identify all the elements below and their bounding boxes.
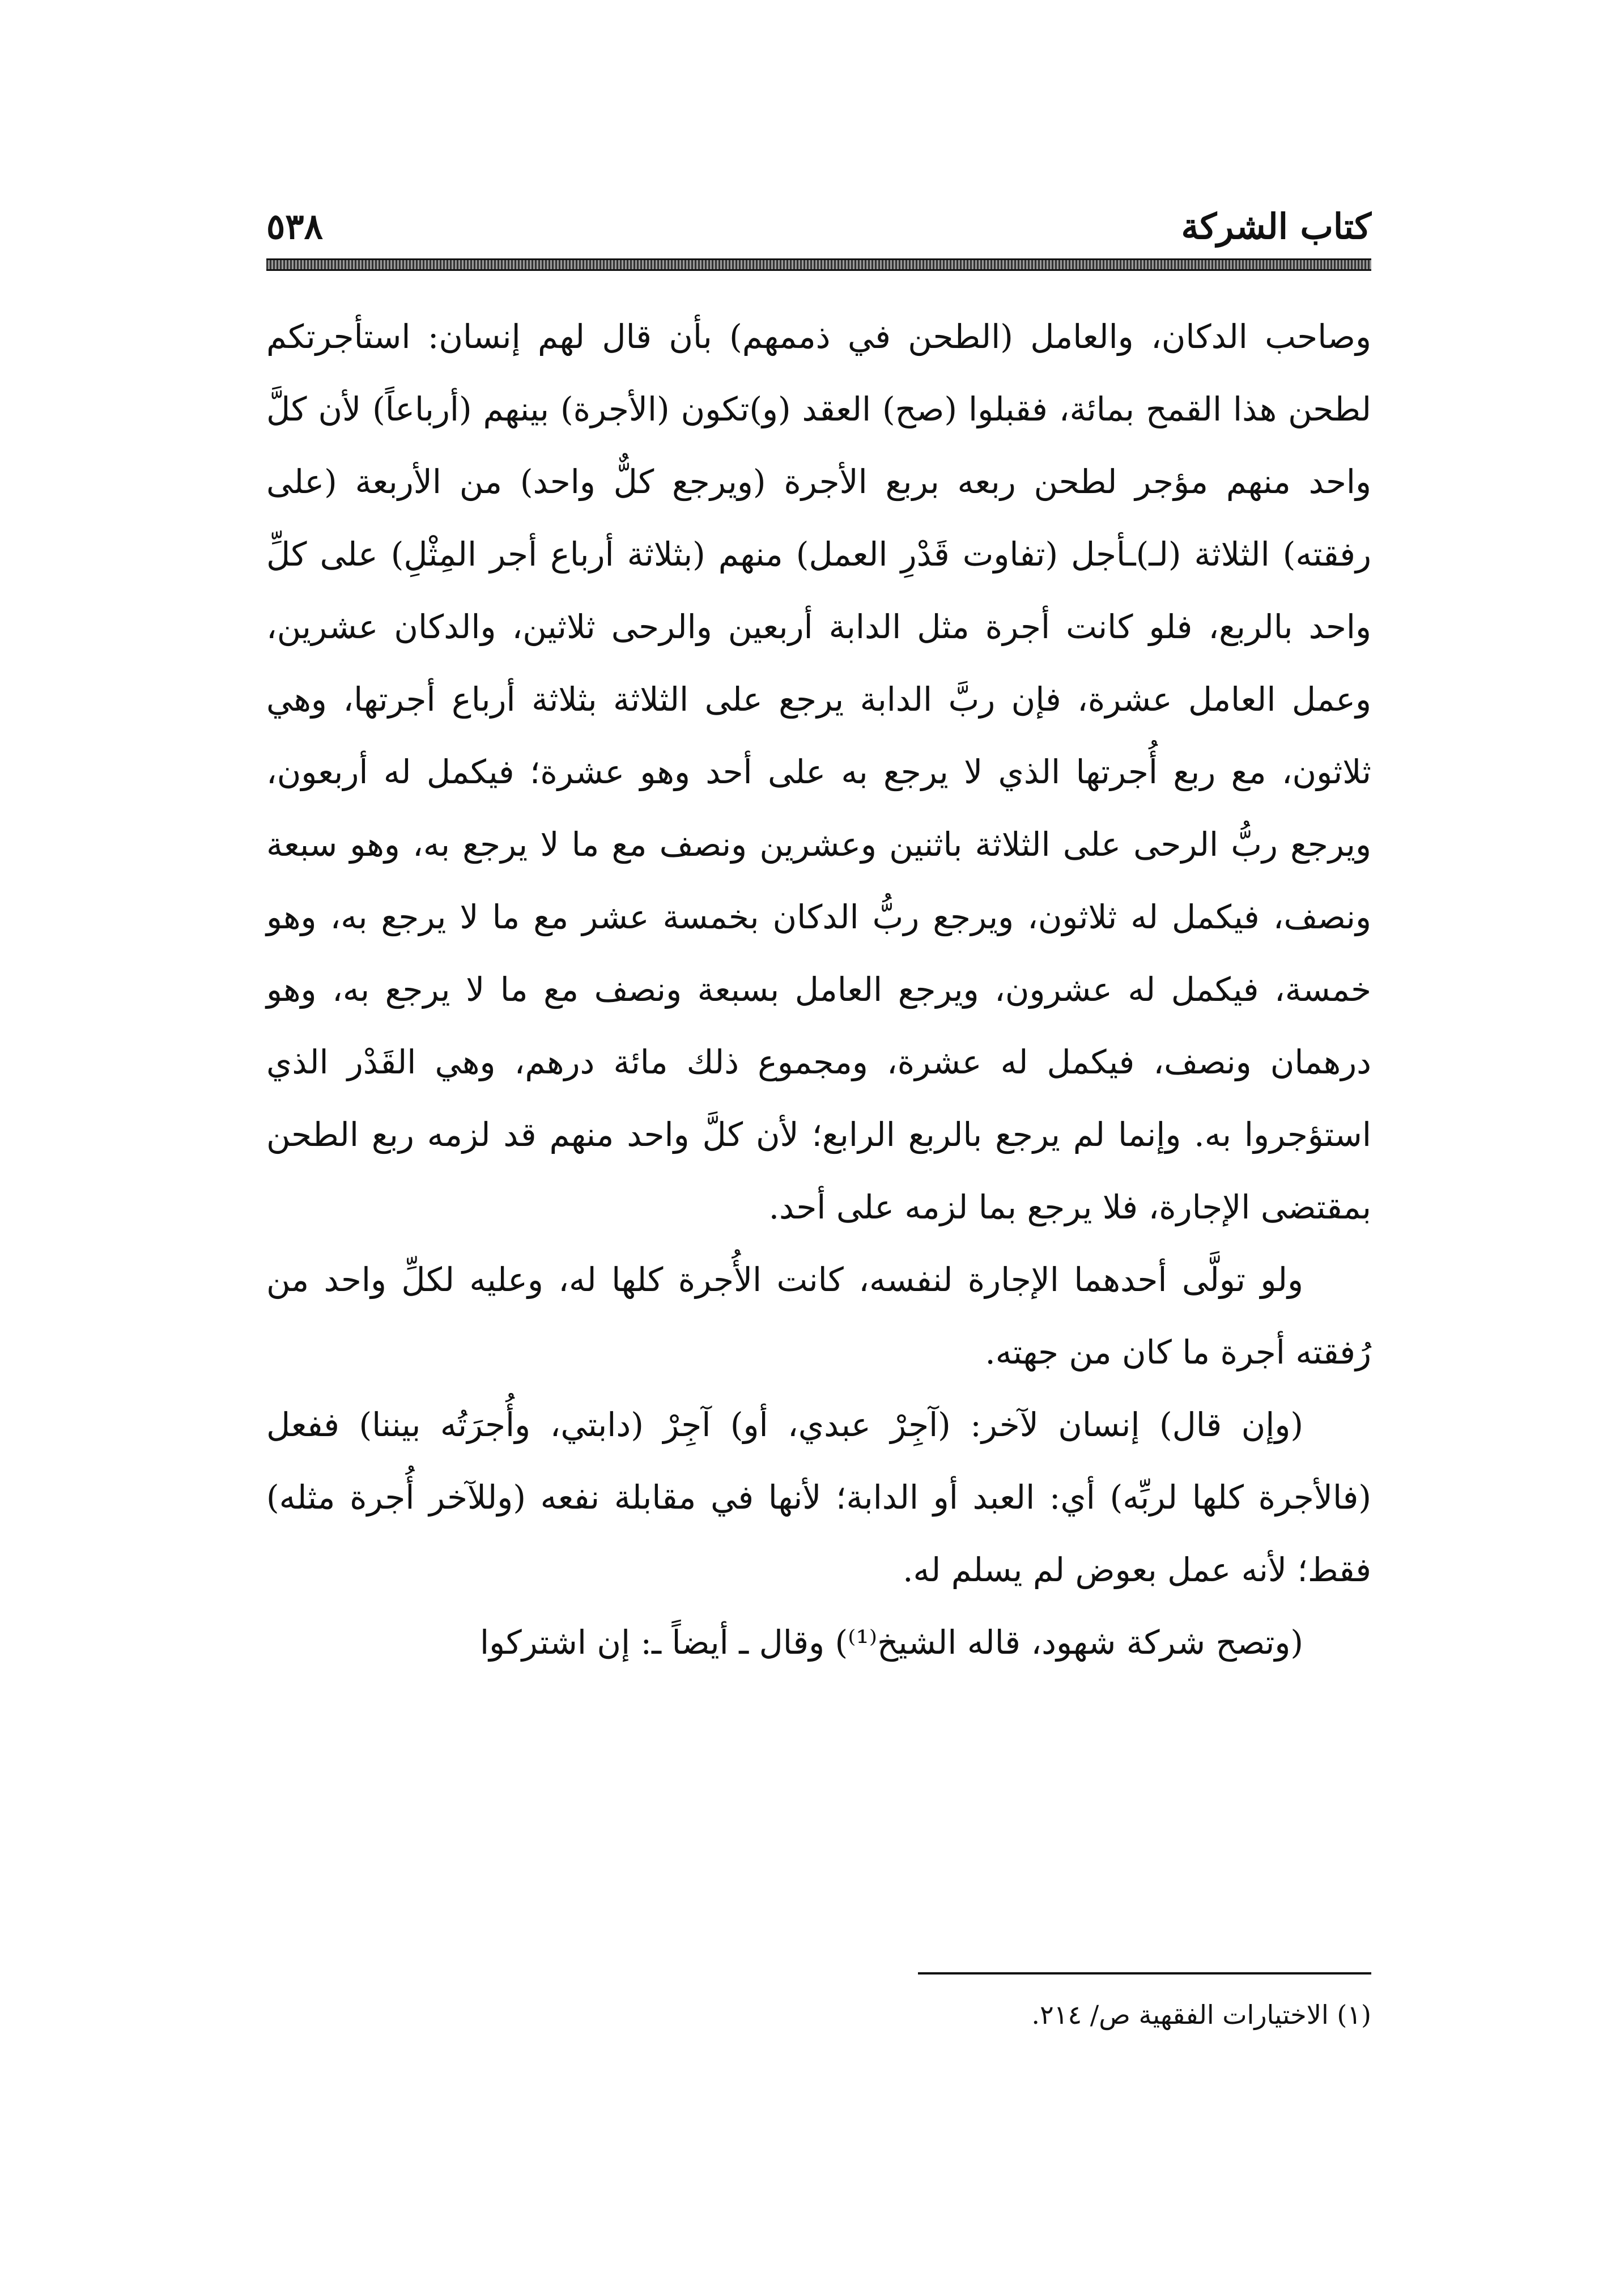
main-text (266, 300, 1371, 1679)
paragraph-3: (وإن قال) إنسان لآخر: (آجِرْ عبدي، أو) آجِرْ (دابتي، وأُجرَتُه بيننا) ففعل (فالأجرة كلها لربِّه) أي: العبد أو الدابة؛ لأنها في مقابلة نفعه (وللآخر أُجرة مثله) فقط؛ لأنه عمل بعوض لم يسلم له. (266, 1405, 1371, 1589)
chapter-title: كتاب الشركة (1181, 206, 1371, 247)
header-divider (266, 258, 1371, 271)
page-number: ٥٣٨ (266, 206, 323, 247)
page-header (266, 204, 1371, 249)
footnote-divider (918, 1972, 1371, 1974)
footnote: (١) الاختيارات الفقهية ص/ ٢١٤. (1031, 1999, 1371, 2030)
paragraph-2: ولو تولَّى أحدهما الإجارة لنفسه، كانت الأُجرة كلها له، وعليه لكلِّ واحد من رُفقته أجرة ما كان من جهته. (266, 1260, 1371, 1371)
paragraph-4: (وتصح شركة شهود، قاله الشيخ⁽¹⁾) وقال ـ أيضاً ـ: إن اشتركوا (480, 1623, 1303, 1662)
paragraph-1: وصاحب الدكان، والعامل (الطحن في ذممهم) بأن قال لهم إنسان: استأجرتكم لطحن هذا القمح بمائة، فقبلوا (صح) العقد (و)تكون (الأجرة) بينهم (أرباعاً) لأن كلَّ واحد منهم مؤجر لطحن ربعه بربع الأجرة (ويرجع كلٌّ واحد) من الأربعة (على رفقته) الثلاثة (لـ)ـأجل (تفاوت قَدْرِ العمل) منهم (بثلاثة أرباع أجر المِثْلِ) على كلِّ واحد بالربع، فلو كانت أجرة مثل الدابة أربعين والرحى ثلاثين، والدكان عشرين، وعمل العامل عشرة، فإن ربَّ الدابة يرجع على الثلاثة بثلاثة أرباع أجرتها، وهي ثلاثون، مع ربع أُجرتها الذي لا يرجع به على أحد وهو عشرة؛ فيكمل له أربعون، ويرجع ربُّ الرحى على الثلاثة باثنين وعشرين ونصف مع ما لا يرجع به، وهو سبعة ونصف، فيكمل له ثلاثون، ويرجع ربُّ الدكان بخمسة عشر مع ما لا يرجع به، وهو خمسة، فيكمل له عشرون، ويرجع العامل بسبعة ونصف مع ما لا يرجع به، وهو درهمان ونصف، فيكمل له عشرة، ومجموع ذلك مائة درهم، وهي القَدْر الذي استؤجروا به. وإنما لم يرجع بالربع الرابع؛ لأن كلَّ واحد منهم قد لزمه ربع الطحن بمقتضى الإجارة، فلا يرجع بما لزمه على أحد. (266, 317, 1371, 1226)
